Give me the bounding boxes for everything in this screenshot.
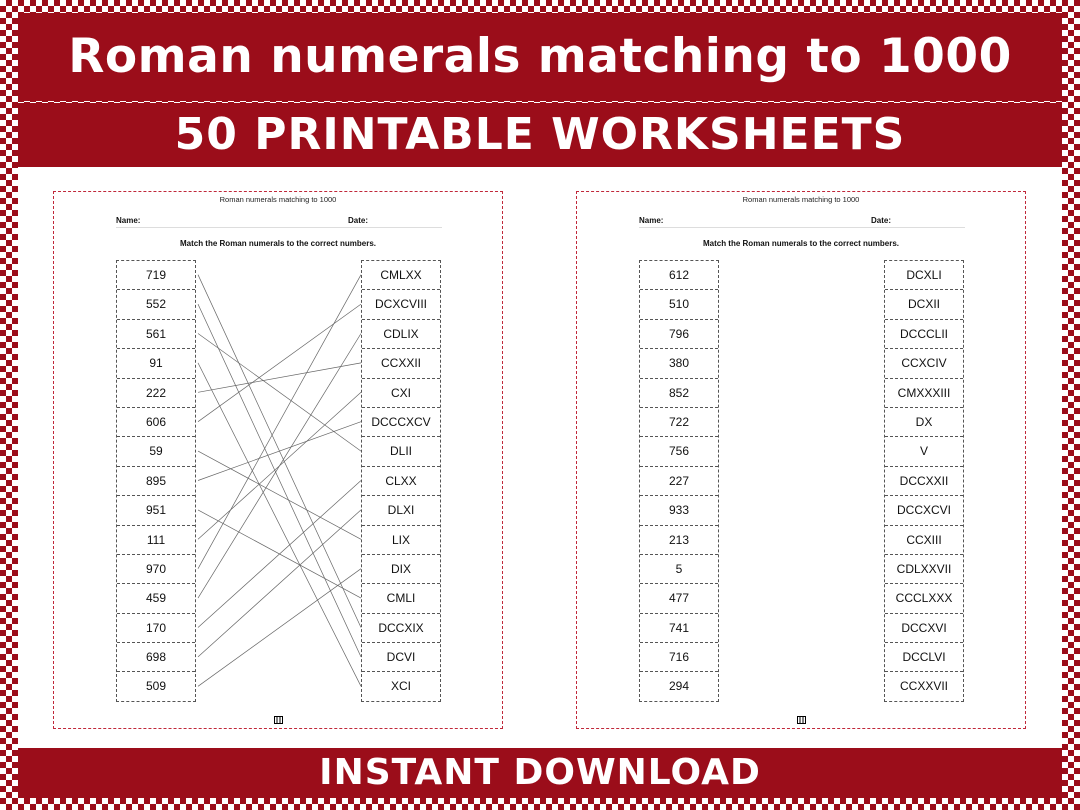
numeral-cell: DCXII: [885, 290, 963, 319]
numeral-cell: DIX: [362, 555, 440, 584]
number-cell: 933: [640, 496, 718, 525]
number-cell: 895: [117, 467, 195, 496]
number-cell: 716: [640, 643, 718, 672]
answer-line: [198, 304, 361, 422]
number-cell: 59: [117, 437, 195, 466]
name-date-row: [639, 216, 965, 228]
numeral-cell: DCCXCVI: [885, 496, 963, 525]
number-cell: 170: [117, 614, 195, 643]
banner-subtitle: 50 PRINTABLE WORKSHEETS: [18, 103, 1062, 167]
logo-icon: [797, 716, 806, 724]
worksheet-title: Roman numerals matching to 1000: [742, 195, 860, 204]
number-cell: 294: [668, 679, 690, 694]
number-cell: 970: [117, 555, 195, 584]
numeral-cell: DX: [885, 408, 963, 437]
number-cell: 606: [117, 408, 195, 437]
number-cell: 213: [640, 526, 718, 555]
numeral-cell: CDLIX: [362, 320, 440, 349]
answer-line: [198, 304, 361, 657]
number-cell: 227: [640, 467, 718, 496]
numeral-cell: DCCCLII: [885, 320, 963, 349]
numerals-column: [884, 260, 964, 702]
numerals-column: [361, 260, 441, 702]
number-cell: 561: [117, 320, 195, 349]
numeral-cell: DCCCXCV: [362, 408, 440, 437]
numeral-cell: CMXXXIII: [885, 379, 963, 408]
name-date-row: [116, 216, 442, 228]
numeral-cell: CDLXXVII: [885, 555, 963, 584]
worksheet-blank: [576, 191, 1026, 729]
number-cell: 91: [117, 349, 195, 378]
answer-line: [198, 275, 361, 628]
number-cell: 698: [117, 643, 195, 672]
numeral-cell: CMLXX: [362, 261, 440, 290]
number-cell: 612: [640, 261, 718, 290]
numeral-cell: CXI: [362, 379, 440, 408]
numeral-cell: CCXCIV: [885, 349, 963, 378]
numeral-cell: CLXX: [362, 467, 440, 496]
numeral-cell: DCCLVI: [885, 643, 963, 672]
number-cell: 796: [640, 320, 718, 349]
worksheet-instruction: Match the Roman numerals to the correct numbers.: [179, 239, 377, 248]
number-cell: 722: [640, 408, 718, 437]
number-cell: 477: [640, 584, 718, 613]
answer-line: [198, 569, 361, 687]
numeral-cell: DCVI: [362, 643, 440, 672]
number-cell: 741: [640, 614, 718, 643]
logo-icon: [274, 716, 283, 724]
banner-title: Roman numerals matching to 1000: [18, 13, 1062, 101]
number-cell: 852: [640, 379, 718, 408]
number-cell: 459: [117, 584, 195, 613]
numeral-cell: CMLI: [362, 584, 440, 613]
answer-line: [198, 363, 361, 392]
answer-line: [198, 334, 361, 452]
number-cell: 951: [117, 496, 195, 525]
number-cell: 380: [640, 349, 718, 378]
numeral-cell: CCCLXXX: [885, 584, 963, 613]
numeral-cell: DCXCVIII: [362, 290, 440, 319]
banner-instant-download: INSTANT DOWNLOAD: [18, 748, 1062, 798]
numeral-cell: DCCXIX: [362, 614, 440, 643]
number-cell: 510: [640, 290, 718, 319]
number-cell: 756: [640, 437, 718, 466]
number-cell: 552: [117, 290, 195, 319]
numeral-cell: DLII: [362, 437, 440, 466]
answer-line: [198, 363, 361, 686]
numbers-column: [639, 260, 719, 702]
name-label: Name:: [116, 216, 141, 225]
answer-line: [198, 392, 361, 539]
number-cell: 222: [117, 379, 195, 408]
answer-line: [198, 510, 361, 657]
numeral-cell: XCI: [390, 679, 411, 694]
numeral-cell: DLXI: [362, 496, 440, 525]
numeral-cell: V: [885, 437, 963, 466]
numeral-cell: CCXXII: [362, 349, 440, 378]
date-label: Date:: [348, 216, 369, 225]
answer-line: [198, 275, 361, 569]
number-cell: 719: [117, 261, 195, 290]
numbers-column: [116, 260, 196, 702]
numeral-cell: DCCXXII: [885, 467, 963, 496]
numeral-cell: DCCXVI: [885, 614, 963, 643]
answer-line: [198, 451, 361, 539]
answer-line: [198, 510, 361, 598]
answer-line: [198, 334, 361, 599]
worksheet-instruction: Match the Roman numerals to the correct numbers.: [702, 239, 900, 248]
number-cell: 509: [145, 679, 167, 694]
numeral-cell: LIX: [362, 526, 440, 555]
worksheet-answer-key: [53, 191, 503, 729]
numeral-cell: CCXIII: [885, 526, 963, 555]
numeral-cell: CCXXVII: [899, 679, 948, 694]
date-label: Date:: [871, 216, 892, 225]
worksheet-title: Roman numerals matching to 1000: [219, 195, 337, 204]
numeral-cell: DCXLI: [885, 261, 963, 290]
number-cell: 5: [640, 555, 718, 584]
name-label: Name:: [639, 216, 664, 225]
answer-line: [198, 422, 361, 481]
number-cell: 111: [117, 526, 195, 555]
answer-line: [198, 481, 361, 628]
